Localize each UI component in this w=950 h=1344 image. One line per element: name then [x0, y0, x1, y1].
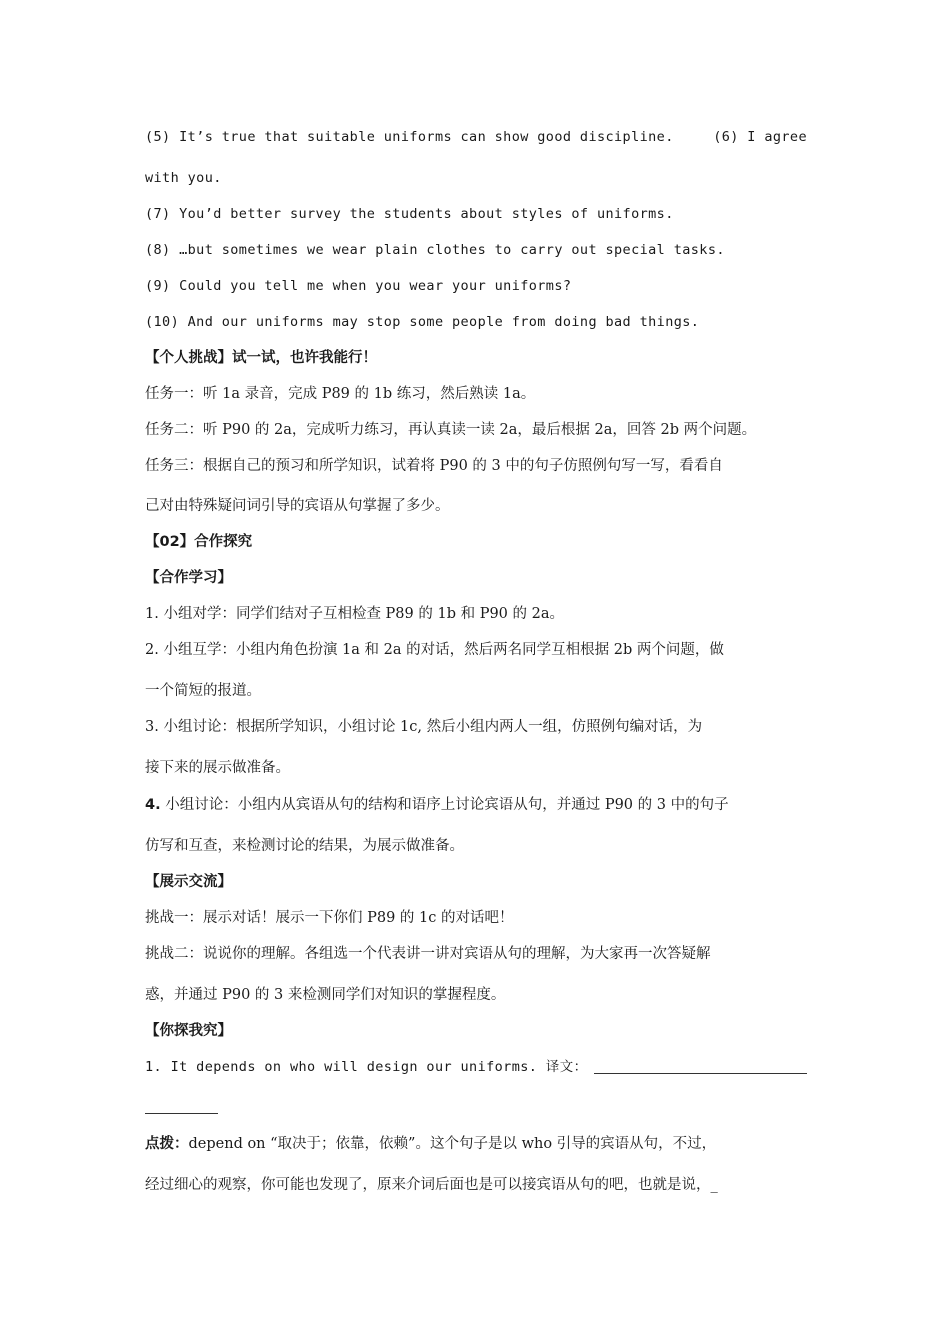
section-heading-challenge: 【个人挑战】试一试，也许我能行！: [145, 350, 377, 366]
coop-item-4-number: 4.: [145, 797, 161, 813]
task-2: 任务二：听 P90 的 2a，完成听力练习，再认真读一读 2a，最后根据 2a，回答 2b 两个问题。: [145, 422, 757, 438]
section-heading-02: 【02】合作探究: [145, 534, 253, 550]
sentence-5-line: [145, 127, 807, 147]
coop-item-3-line-2: 接下来的展示做准备。: [145, 760, 290, 776]
coop-item-2-line-2: 一个简短的报道。: [145, 683, 261, 699]
task-1: 任务一：听 1a 录音，完成 P89 的 1b 练习，然后熟读 1a。: [145, 386, 536, 402]
coop-item-2-line-1: 2. 小组互学：小组内角色扮演 1a 和 2a 的对话，然后两名同学互相根据 2b 两个问题，做: [145, 642, 724, 658]
section-heading-show: 【展示交流】: [145, 874, 232, 890]
coop-item-3-line-1: 3. 小组讨论：根据所学知识，小组讨论 1c, 然后小组内两人一组，仿照例句编对话，为: [145, 719, 703, 735]
tip-label: 点拨：: [145, 1136, 189, 1152]
question-1-text: 1. It depends on who will design our uniforms. 译文：: [145, 1059, 588, 1075]
coop-item-1: 1. 小组对学：同学们结对子互相检查 P89 的 1b 和 P90 的 2a。: [145, 606, 564, 622]
sentence-10: (10) And our uniforms may stop some people from doing bad things.: [145, 314, 700, 330]
section-heading-explore: 【你探我究】: [145, 1023, 232, 1039]
sentence-7: (7) You’d better survey the students about styles of uniforms.: [145, 206, 674, 222]
answer-blank[interactable]: [594, 1059, 807, 1074]
section-heading-coop: 【合作学习】: [145, 570, 232, 586]
coop-item-4-line-2: 仿写和互查，来检测讨论的结果，为展示做准备。: [145, 838, 464, 854]
challenge-2-line-2: 惑，并通过 P90 的 3 来检测同学们对知识的掌握程度。: [145, 987, 506, 1003]
tip-text-1: depend on “取决于；依靠，依赖”。这个句子是以 who 引导的宾语从句，不过，: [188, 1136, 717, 1152]
sentence-9: (9) Could you tell me when you wear your uniforms?: [145, 278, 572, 294]
challenge-1: 挑战一：展示对话！展示一下你们 P89 的 1c 的对话吧！: [145, 910, 514, 926]
coop-item-4-text: 小组讨论：小组内从宾语从句的结构和语序上讨论宾语从句，并通过 P90 的 3 中的句子: [160, 797, 729, 813]
task-3-line-2: 己对由特殊疑问词引导的宾语从句掌握了多少。: [145, 498, 450, 514]
answer-blank-continued[interactable]: [145, 1113, 218, 1114]
tip-line-2: 经过细心的观察，你可能也发现了，原来介词后面也是可以接宾语从句的吧，也就是说，_: [145, 1177, 718, 1193]
sentence-6: (6) I agree: [713, 129, 807, 145]
task-3-line-1: 任务三：根据自己的预习和所学知识，试着将 P90 的 3 中的句子仿照例句写一写，看看自: [145, 458, 723, 474]
coop-item-4-line-1: [145, 795, 807, 815]
challenge-2-line-1: 挑战二：说说你的理解。各组选一个代表讲一讲对宾语从句的理解，为大家再一次答疑解: [145, 946, 711, 962]
sentence-5: (5) It’s true that suitable uniforms can show good discipline.: [145, 129, 674, 145]
tip-line-1: [145, 1134, 807, 1154]
sentence-8: (8) …but sometimes we wear plain clothes to carry out special tasks.: [145, 242, 725, 258]
sentence-6-cont: with you.: [145, 170, 222, 186]
question-1: [145, 1057, 807, 1077]
